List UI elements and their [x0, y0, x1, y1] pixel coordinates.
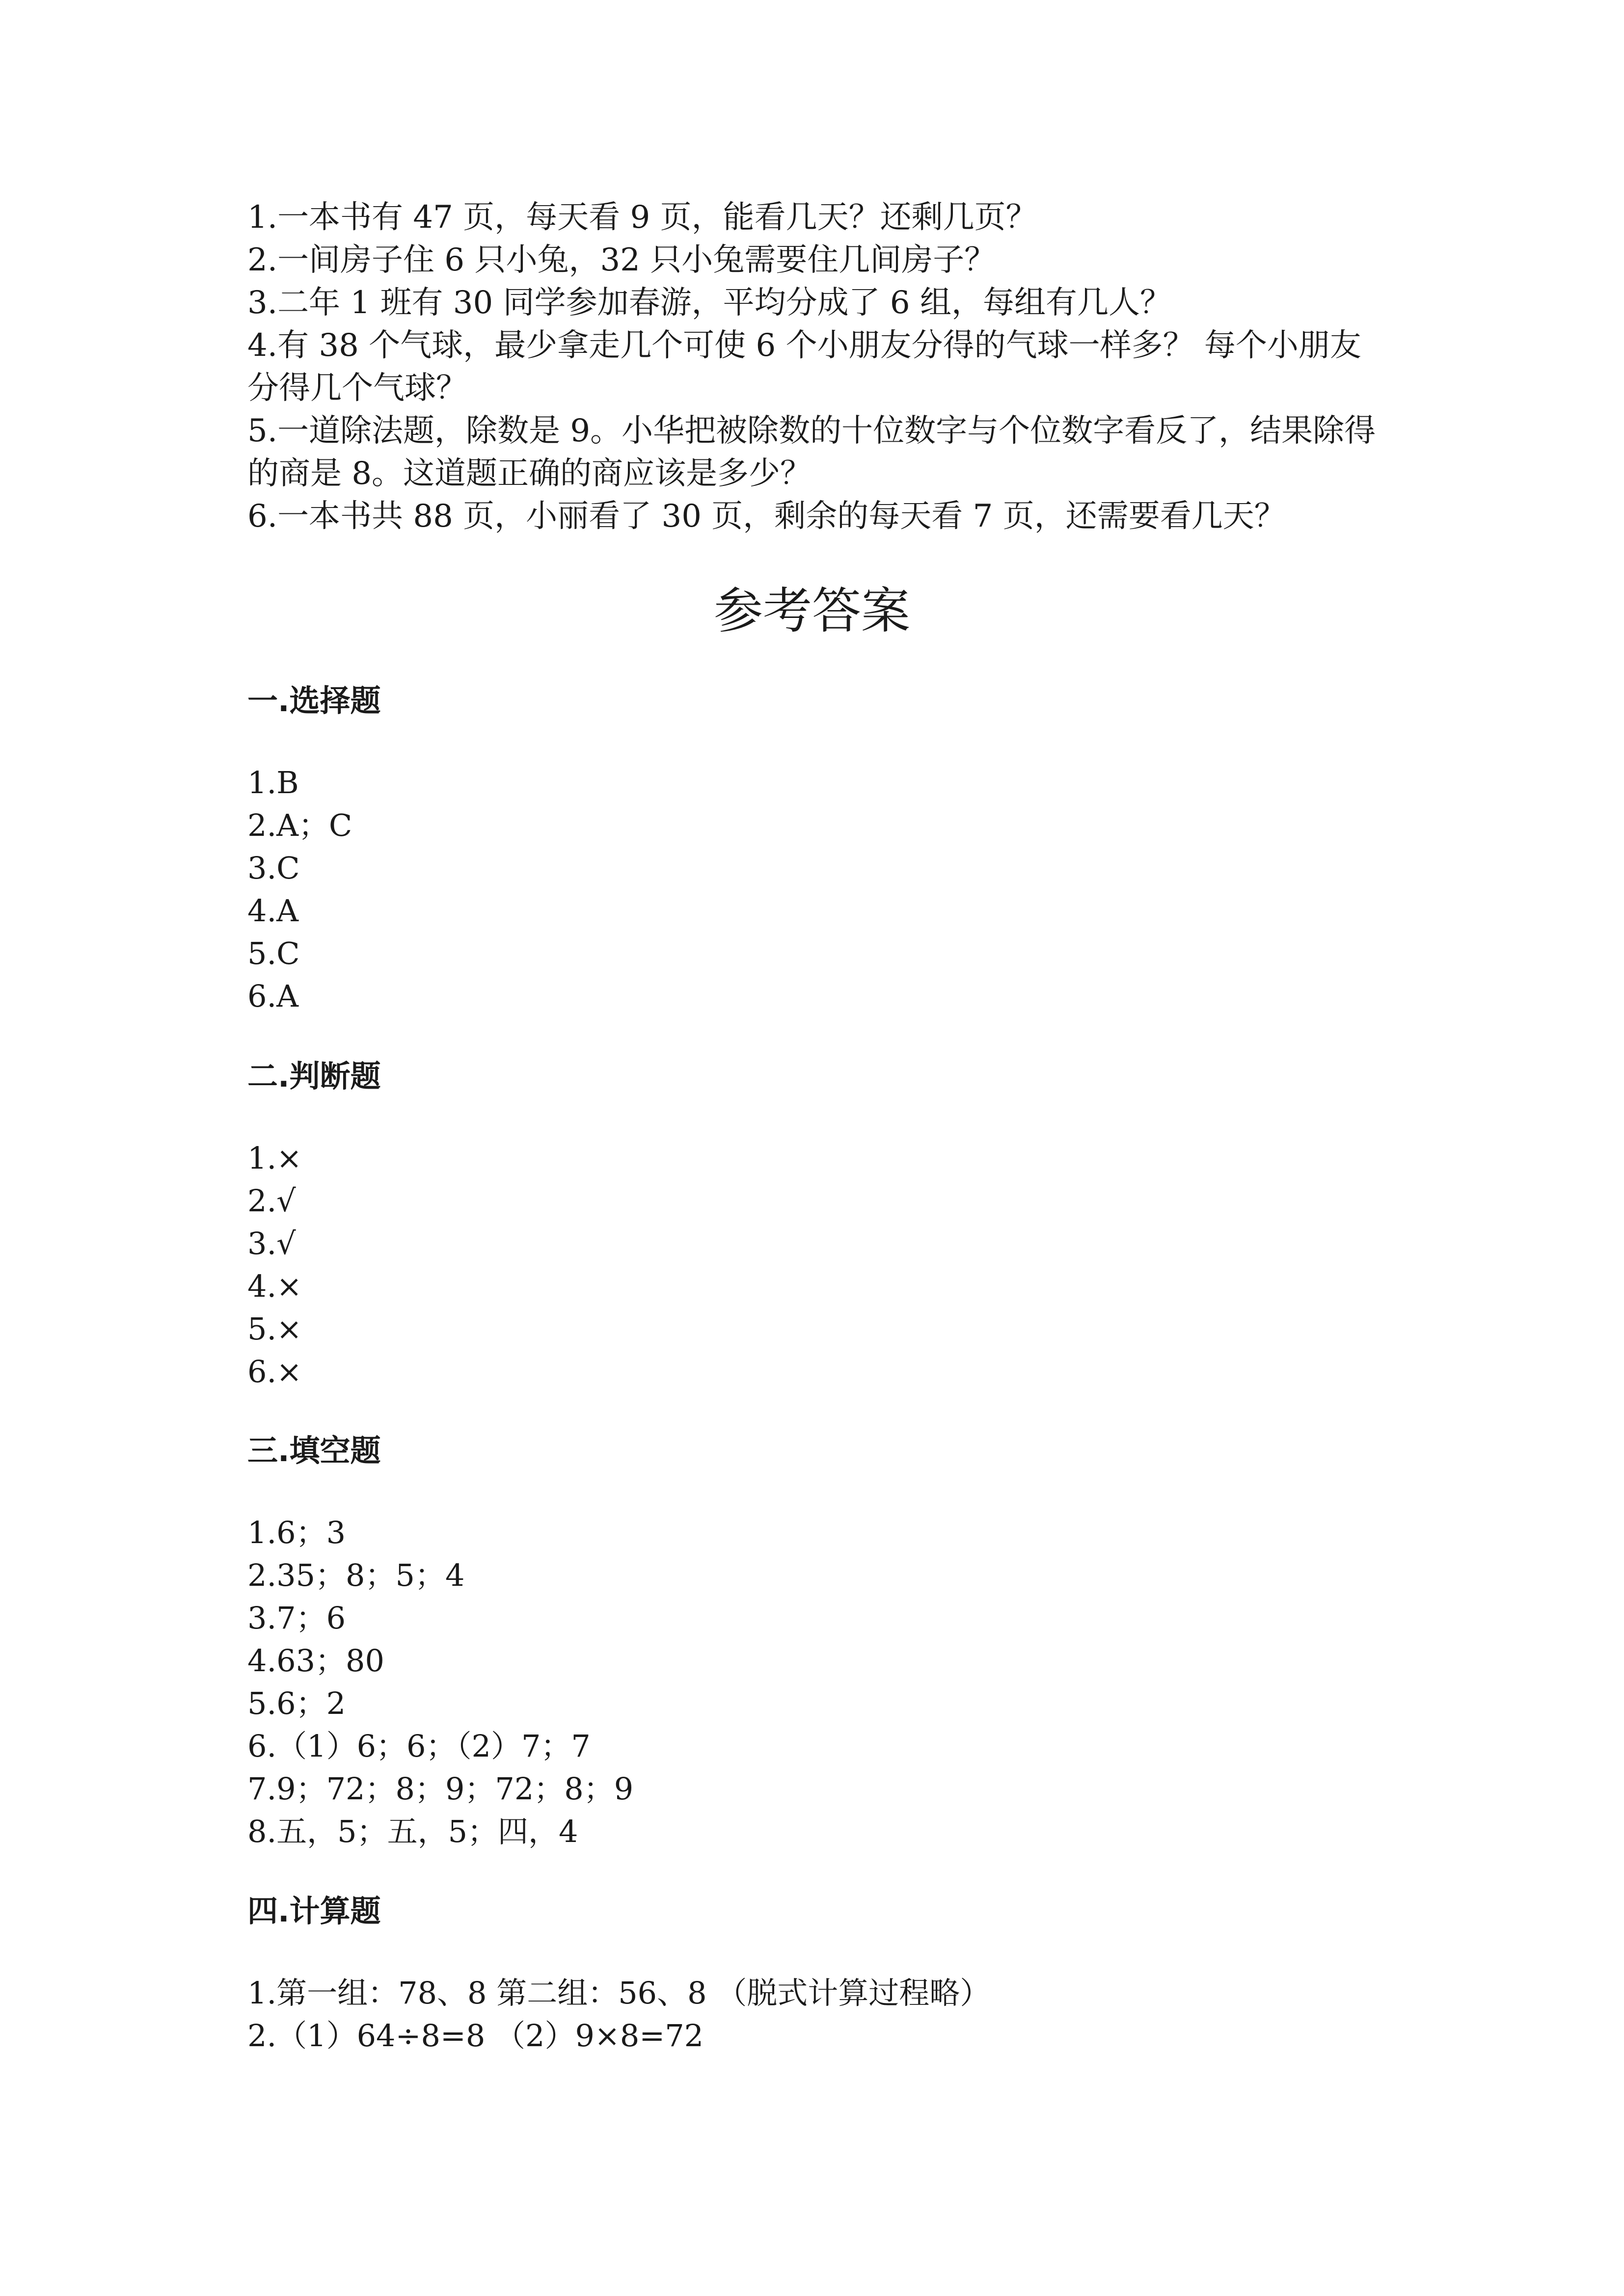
problem-item: 1.一本书有 47 页，每天看 9 页，能看几天？还剩几页？ [247, 199, 1037, 236]
section-calculation [247, 1890, 1377, 2057]
problem-item: 4.有 38 个气球，最少拿走几个可使 6 个小朋友分得的气球一样多？ 每个小朋友分得几个气球？ [247, 327, 1361, 406]
answer-item: 2.35；8；5；4 [247, 1557, 465, 1593]
answer-item: 4.× [247, 1268, 302, 1304]
problem-item: 3.二年 1 班有 30 同学参加春游，平均分成了 6 组，每组有几人？ [247, 285, 1171, 321]
answer-item: 2.√ [247, 1183, 296, 1219]
answer-item: 1.第一组：78、8 第二组：56、8 （脱式计算过程略） [247, 1975, 991, 2011]
section-heading: 二.判断题 [247, 1058, 381, 1094]
word-problems-list [247, 196, 1377, 538]
answer-item: 3.√ [247, 1226, 296, 1261]
answer-item: 5.× [247, 1311, 302, 1347]
answer-item: 6.（1）6；6；（2）7；7 [247, 1728, 591, 1764]
answer-item: 4.63；80 [247, 1643, 384, 1679]
answer-item: 8.五，5；五，5；四，4 [247, 1814, 578, 1849]
answer-item: 1.B [247, 765, 299, 801]
answer-item: 2.A；C [247, 807, 352, 843]
section-true-false [247, 1055, 1377, 1393]
section-fill-in-blank [247, 1429, 1377, 1853]
problem-item: 5.一道除法题，除数是 9。小华把被除数的十位数字与个位数字看反了，结果除得的商是 8。这道题正确的商应该是多少？ [247, 413, 1376, 492]
answer-item: 7.9；72；8；9；72；8；9 [247, 1771, 634, 1807]
answer-item: 5.6；2 [247, 1685, 346, 1721]
problem-item: 6.一本书共 88 页，小丽看了 30 页，剩余的每天看 7 页，还需要看几天？ [247, 498, 1286, 534]
answer-item: 2.（1）64÷8=8 （2）9×8=72 [247, 2018, 704, 2054]
answers-title: 参考答案 [714, 582, 910, 640]
answer-item: 1.× [247, 1140, 302, 1176]
answer-item: 1.6；3 [247, 1515, 346, 1550]
section-multiple-choice [247, 679, 1377, 1017]
answer-item: 4.A [247, 893, 298, 929]
section-heading: 三.填空题 [247, 1433, 381, 1468]
answer-item: 3.7；6 [247, 1600, 346, 1636]
section-heading: 一.选择题 [247, 683, 381, 719]
answer-item: 5.C [247, 935, 300, 971]
answer-item: 6.A [247, 978, 298, 1014]
answer-item: 3.C [247, 850, 300, 886]
section-heading: 四.计算题 [247, 1893, 381, 1929]
answer-item: 6.× [247, 1354, 302, 1389]
problem-item: 2.一间房子住 6 只小兔，32 只小兔需要住几间房子？ [247, 242, 996, 278]
